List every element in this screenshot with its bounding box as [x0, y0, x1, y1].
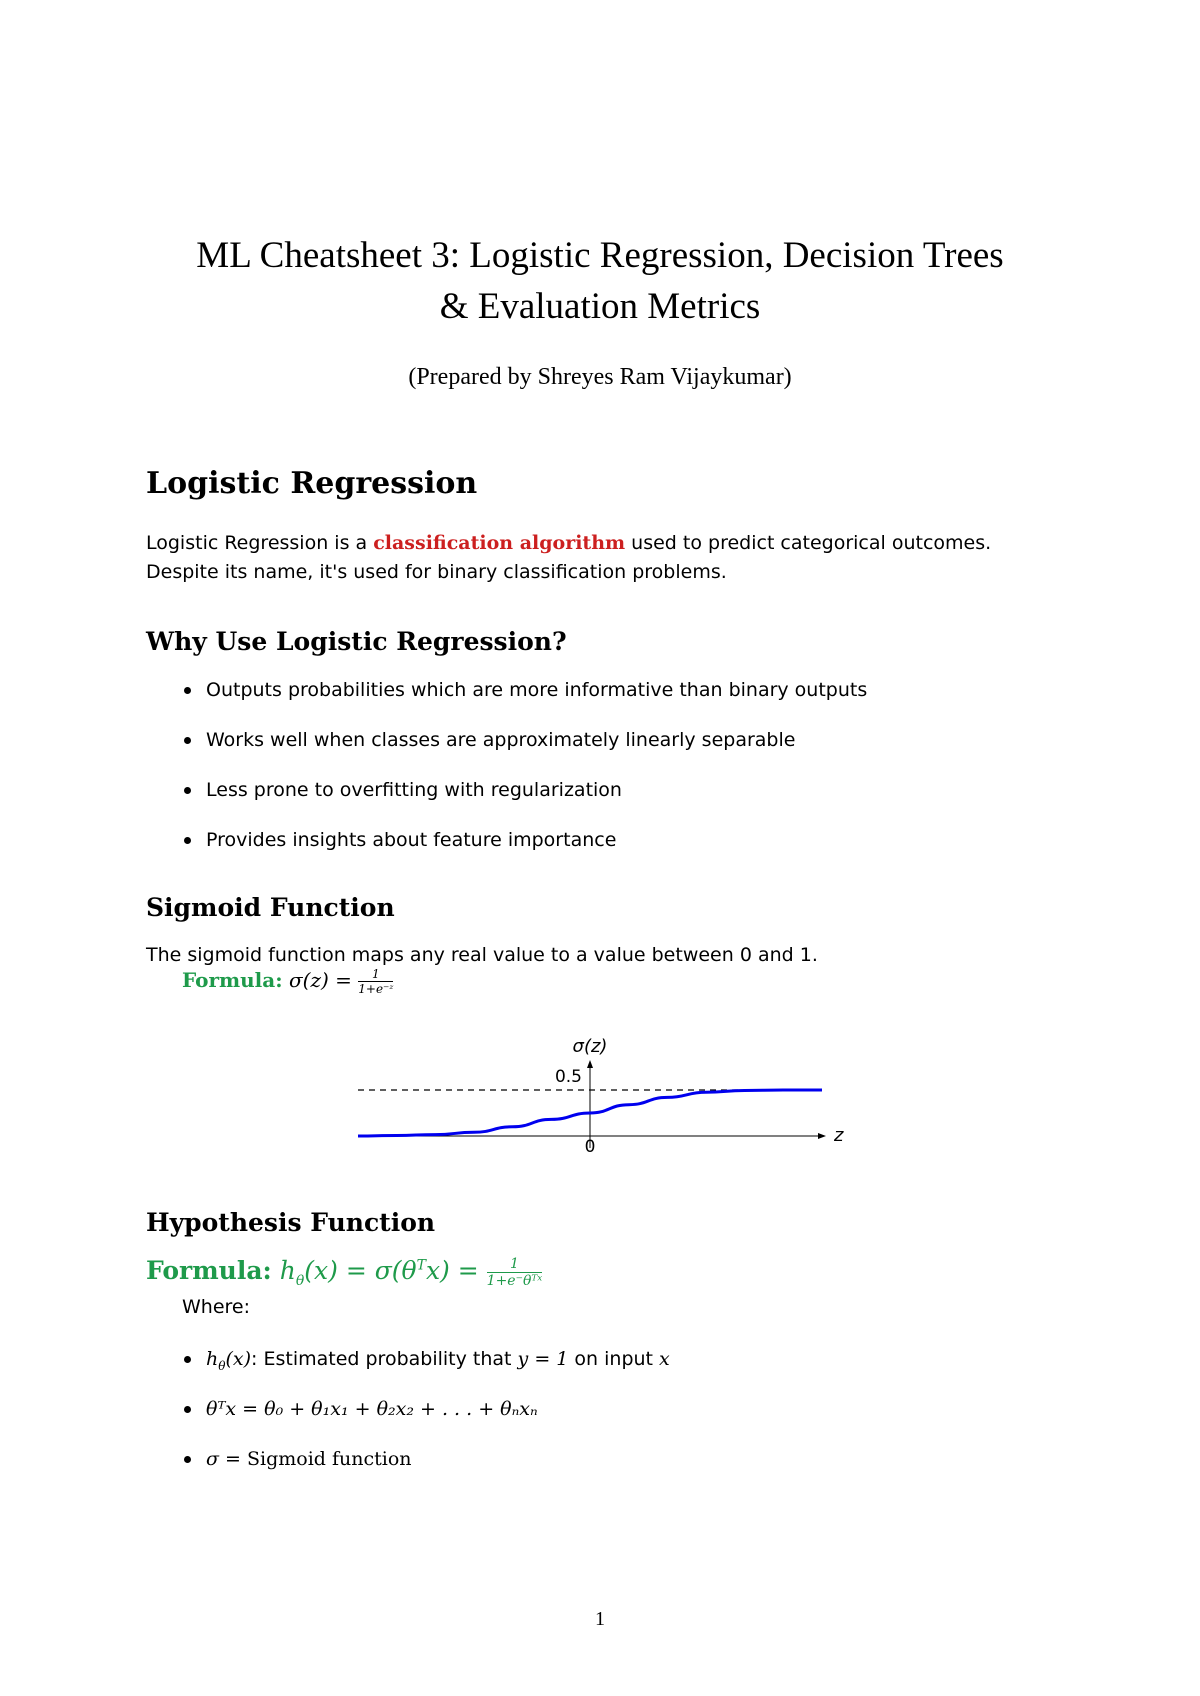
section-heading-why: Why Use Logistic Regression?: [146, 627, 567, 656]
page-title: [100, 230, 1100, 332]
list-item: Outputs probabilities which are more informative than binary outputs: [180, 677, 867, 727]
hypothesis-formula-body: [279, 1256, 543, 1289]
where-label: Where:: [182, 1296, 251, 1318]
section-heading-logistic: Logistic Regression: [146, 466, 478, 501]
list-item: Less prone to overfitting with regularization: [180, 777, 867, 827]
hypothesis-numerator: 1: [487, 1257, 543, 1273]
list-item: [180, 1446, 670, 1496]
x-tick-label: 0: [584, 1137, 596, 1157]
hypothesis-list: [180, 1346, 670, 1496]
sigmoid-chart: [350, 1030, 850, 1170]
section-heading-hypothesis: Hypothesis Function: [146, 1208, 436, 1237]
item3-sigma: σ: [206, 1448, 219, 1470]
item1-text: : Estimated probability that: [251, 1348, 518, 1370]
hypothesis-formula-label: Formula:: [146, 1256, 272, 1285]
why-list: [180, 677, 867, 877]
hypothesis-mid: (x) = σ(θ: [304, 1256, 417, 1285]
hypothesis-denominator: 1+e⁻θᵀˣ: [486, 1273, 543, 1289]
hypothesis-sup: T: [416, 1257, 426, 1274]
intro-text-line2: Despite its name, it's used for binary classification problems.: [146, 561, 727, 583]
intro-paragraph: [146, 529, 1086, 587]
hypothesis-end: x) =: [425, 1256, 487, 1285]
item1-arg: (x): [225, 1348, 252, 1370]
x-axis-label: z: [834, 1125, 844, 1146]
item1-h: h: [206, 1348, 219, 1370]
hypothesis-formula: [146, 1256, 542, 1289]
sigmoid-formula: [182, 968, 393, 995]
sigmoid-fraction: [358, 968, 393, 995]
hypothesis-sub: θ: [295, 1273, 305, 1289]
intro-text-pre: Logistic Regression is a: [146, 532, 374, 554]
intro-text-post: used to predict categorical outcomes.: [625, 532, 992, 554]
page-number: 1: [595, 1608, 605, 1630]
item2-equation: θᵀx = θ₀ + θ₁x₁ + θ₂x₂ + . . . + θₙxₙ: [206, 1398, 538, 1420]
sigmoid-formula-lhs: σ(z) =: [288, 968, 359, 992]
y-axis-arrow: [587, 1060, 593, 1068]
x-axis-arrow: [818, 1133, 826, 1139]
list-item: Provides insights about feature importance: [180, 827, 867, 877]
item1-var: x: [659, 1348, 670, 1370]
item3-text: = Sigmoid function: [218, 1448, 412, 1470]
author-line: (Prepared by Shreyes Ram Vijaykumar): [408, 364, 792, 390]
list-item: [180, 1396, 670, 1446]
item1-text2: on input: [568, 1348, 660, 1370]
hypothesis-fraction: [487, 1257, 543, 1288]
sigmoid-denominator: 1+e⁻ᶻ: [358, 982, 394, 996]
section-heading-sigmoid: Sigmoid Function: [146, 893, 395, 922]
sigmoid-description: The sigmoid function maps any real value to a value between 0 and 1.: [146, 944, 818, 966]
title-line-1: ML Cheatsheet 3: Logistic Regression, Decision Trees: [196, 235, 1004, 276]
title-line-2: & Evaluation Metrics: [439, 286, 761, 327]
y-tick-label: 0.5: [554, 1067, 582, 1087]
sigmoid-numerator: 1: [358, 968, 393, 982]
hypothesis-h: h: [279, 1256, 296, 1285]
item1-sub: θ: [218, 1358, 226, 1373]
y-axis-label: σ(z): [572, 1036, 608, 1057]
item1-cond: y = 1: [517, 1348, 569, 1370]
list-item: [180, 1346, 670, 1396]
intro-highlight: classification algorithm: [373, 532, 626, 554]
list-item: Works well when classes are approximately linearly separable: [180, 727, 867, 777]
sigmoid-formula-label: Formula:: [182, 968, 283, 992]
